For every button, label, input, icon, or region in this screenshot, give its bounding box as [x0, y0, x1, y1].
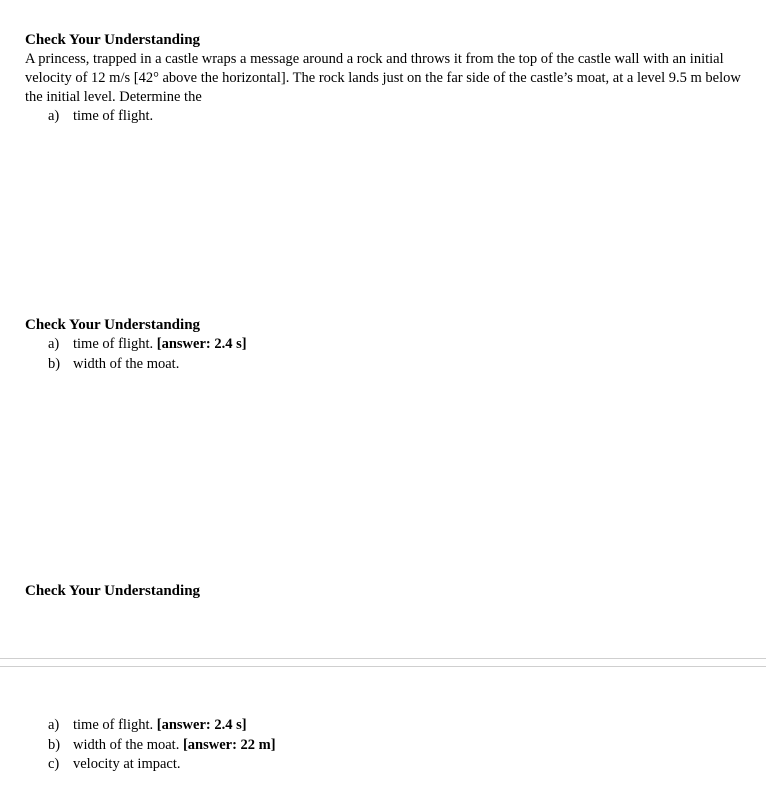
section-3-heading: Check Your Understanding: [25, 583, 201, 599]
section-3-question-list: [25, 716, 750, 775]
section-3: [25, 582, 750, 601]
list-item: [25, 736, 750, 756]
item-text: velocity at impact.: [73, 756, 181, 772]
item-marker: c): [48, 756, 60, 772]
page-divider-top: [0, 658, 766, 659]
section-1-question-list: [25, 107, 750, 127]
item-text: width of the moat.: [73, 736, 180, 753]
section-3-body: [25, 716, 750, 775]
item-text: width of the moat.: [73, 355, 180, 372]
item-marker: b): [48, 736, 61, 753]
problem-statement: A princess, trapped in a castle wraps a message around a rock and throws it from the top of the castle wall with an initial velocity of 12 m/s [42° above the horizontal]. The rock lands just on the far side of the castle’s moat, at a level 9.5 m below the initial level. Determine the: [25, 51, 741, 105]
item-text: time of flight.: [73, 717, 154, 733]
item-answer: [answer: 22 m]: [182, 736, 276, 753]
section-1: [25, 31, 750, 127]
list-item: [25, 335, 750, 355]
item-marker: a): [48, 108, 60, 124]
page-divider-bottom: [0, 666, 766, 667]
list-item: [25, 755, 750, 775]
list-item: [25, 355, 750, 375]
item-marker: a): [48, 336, 60, 352]
section-2: [25, 316, 750, 374]
section-1-heading: Check Your Understanding: [25, 32, 201, 48]
item-answer: [answer: 2.4 s]: [156, 336, 247, 352]
item-text: time of flight.: [73, 336, 154, 352]
item-marker: b): [48, 355, 61, 372]
item-text: time of flight.: [73, 108, 154, 124]
list-item: [25, 107, 750, 127]
section-2-question-list: [25, 335, 750, 374]
section-2-heading: Check Your Understanding: [25, 317, 201, 333]
item-marker: a): [48, 717, 60, 733]
list-item: [25, 716, 750, 736]
item-answer: [answer: 2.4 s]: [156, 717, 247, 733]
